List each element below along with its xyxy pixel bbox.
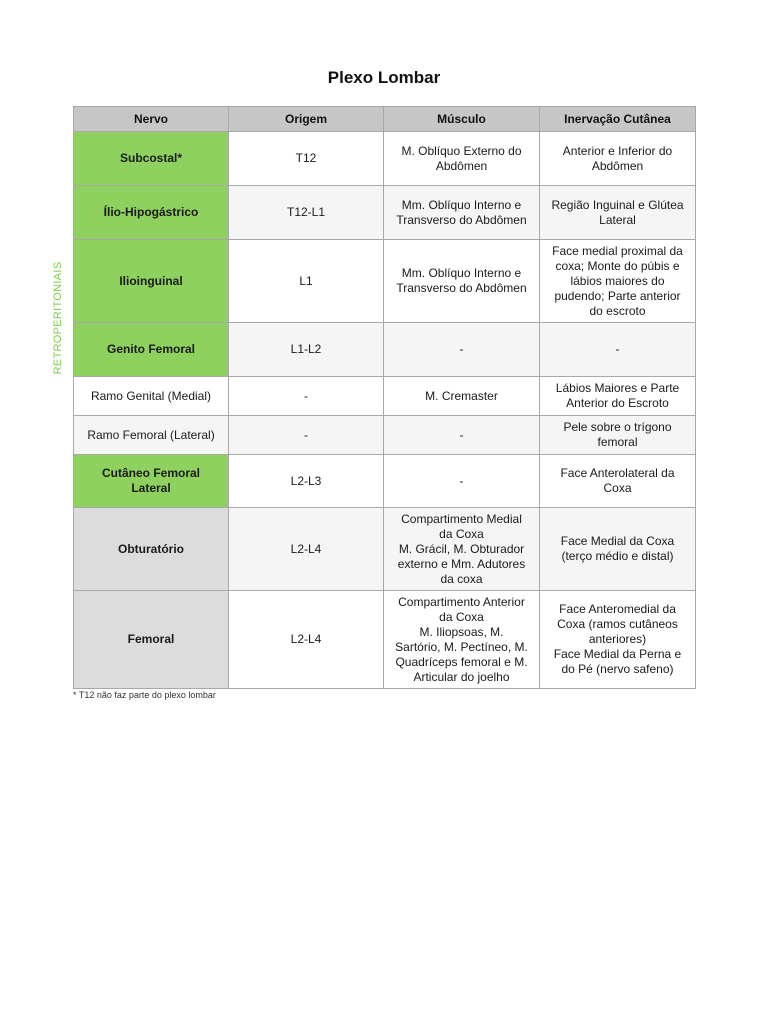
nerve-name: Ílio-Hipogástrico — [74, 186, 229, 240]
nerve-name: Cutâneo Femoral Lateral — [74, 455, 229, 508]
origin-cell: T12 — [229, 132, 384, 186]
table-header-row — [74, 107, 696, 132]
table-row — [74, 591, 696, 689]
muscle-cell: M. Oblíquo Externo do Abdômen — [384, 132, 540, 186]
nerve-branch-name: Ramo Femoral (Lateral) — [74, 416, 229, 455]
nerve-name: Femoral — [74, 591, 229, 689]
origin-cell: - — [229, 416, 384, 455]
table-row — [74, 377, 696, 416]
muscle-cell: Compartimento Medial da Coxa M. Grácil, M. Obturador externo e Mm. Adutores da coxa — [384, 508, 540, 591]
header-musculo: Músculo — [384, 107, 540, 132]
nerve-name: Ilioinguinal — [74, 240, 229, 323]
cutaneous-cell: Pele sobre o trígono femoral — [540, 416, 696, 455]
muscle-cell: Compartimento Anterior da Coxa M. Iliopsoas, M. Sartório, M. Pectíneo, M. Quadríceps femoral e M. Articular do joelho — [384, 591, 540, 689]
retroperitoneal-side-label: RETROPERITONIAIS — [52, 261, 64, 375]
muscle-cell: - — [384, 416, 540, 455]
nerve-name: Obturatório — [74, 508, 229, 591]
nerve-branch-name: Ramo Genital (Medial) — [74, 377, 229, 416]
table-row — [74, 323, 696, 377]
table-row — [74, 186, 696, 240]
plexo-lombar-table — [73, 106, 696, 689]
muscle-cell: M. Cremaster — [384, 377, 540, 416]
table-row — [74, 508, 696, 591]
nerve-name: Genito Femoral — [74, 323, 229, 377]
cutaneous-cell: Face Anteromedial da Coxa (ramos cutâneos anteriores) Face Medial da Perna e do Pé (nervo safeno) — [540, 591, 696, 689]
muscle-cell: Mm. Oblíquo Interno e Transverso do Abdômen — [384, 186, 540, 240]
origin-cell: L2-L4 — [229, 591, 384, 689]
footnote: * T12 não faz parte do plexo lombar — [73, 690, 216, 700]
muscle-cell: Mm. Oblíquo Interno e Transverso do Abdômen — [384, 240, 540, 323]
cutaneous-cell: Anterior e Inferior do Abdômen — [540, 132, 696, 186]
table-row — [74, 240, 696, 323]
table-row — [74, 416, 696, 455]
origin-cell: L2-L4 — [229, 508, 384, 591]
nerve-name: Subcostal* — [74, 132, 229, 186]
cutaneous-cell: Região Inguinal e Glútea Lateral — [540, 186, 696, 240]
cutaneous-cell: Lábios Maiores e Parte Anterior do Escroto — [540, 377, 696, 416]
cutaneous-cell: Face medial proximal da coxa; Monte do púbis e lábios maiores do pudendo; Parte anterior do escroto — [540, 240, 696, 323]
origin-cell: L1-L2 — [229, 323, 384, 377]
muscle-cell: - — [384, 455, 540, 508]
header-origem: Origem — [229, 107, 384, 132]
cutaneous-cell: Face Anterolateral da Coxa — [540, 455, 696, 508]
table-row — [74, 132, 696, 186]
cutaneous-cell: - — [540, 323, 696, 377]
header-inervacao: Inervação Cutânea — [540, 107, 696, 132]
origin-cell: L1 — [229, 240, 384, 323]
cutaneous-cell: Face Medial da Coxa (terço médio e distal) — [540, 508, 696, 591]
table-row — [74, 455, 696, 508]
origin-cell: T12-L1 — [229, 186, 384, 240]
page-title: Plexo Lombar — [327, 68, 441, 87]
header-nervo: Nervo — [74, 107, 229, 132]
origin-cell: L2-L3 — [229, 455, 384, 508]
origin-cell: - — [229, 377, 384, 416]
muscle-cell: - — [384, 323, 540, 377]
